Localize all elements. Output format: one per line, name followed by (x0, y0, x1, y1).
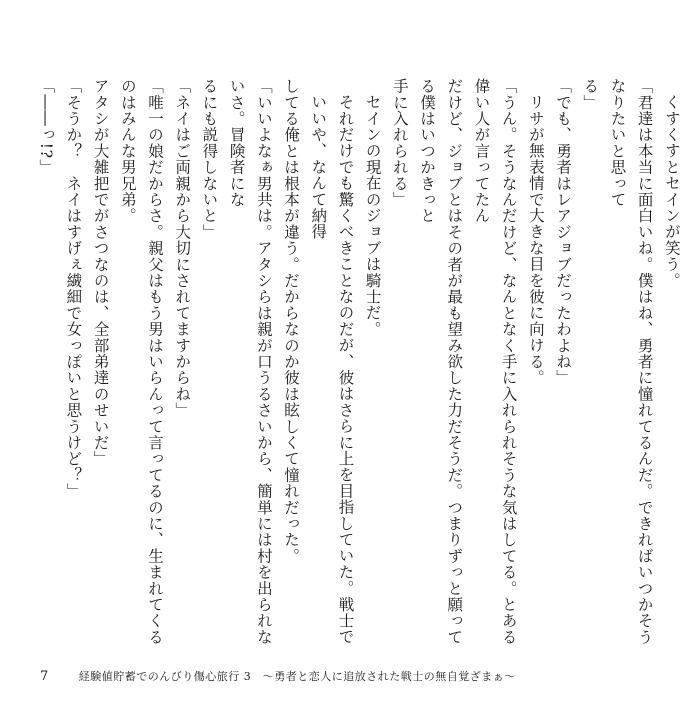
text-line: してる俺とは根本が違う。だからなのか彼は眩しくて憧れだった。 (282, 78, 301, 564)
text-line: 「でも、勇者はレアジョブだったわよね」 (554, 78, 573, 386)
text-line: 「そうか？ ネイはすげぇ繊細で女っぽいと思うけど？」 (64, 78, 83, 500)
text-line: 「ネイはご両親から大切にされてますからね」 (173, 78, 192, 419)
vertical-body-text (32, 78, 685, 658)
page-footer (40, 667, 516, 685)
text-line: 「君達は本当に面白いね。僕はね、勇者に憧れてるんだ。できればいつかそうなりたいと思って (608, 78, 654, 645)
text-line: 「いいよなぁ男共は。アタシらは親が口うるさいから、簡単には村を出られないさ。冒険者にな (227, 78, 273, 645)
text-line: 手に入れられる」 (390, 78, 409, 208)
text-line: アタシが大雑把でがさつなのは、全部弟達のせいだ」 (91, 78, 110, 467)
page-number: 7 (40, 668, 49, 684)
body-text-area (32, 78, 681, 658)
text-line: セインの現在のジョブは騎士だ。 (363, 93, 382, 337)
text-line: それだけでも驚くべきことなのだが、彼はさらに上を目指していた。戦士でいいや、なんて納得 (309, 93, 355, 645)
text-line: リサが無表情で大きな目を彼に向ける。 (526, 93, 545, 386)
text-line: 「うん。そうなんだけど、なんとなく手に入れられそうな気はしてる。とある偉い人が言ってたん (472, 78, 518, 645)
text-line: 「――っ!?」 (37, 78, 56, 175)
text-line: だけど、ジョブとはその者が最も望み欲した力だそうだ。つまりずっと願ってる僕はいつかきっと (418, 78, 464, 645)
running-title: 経験値貯蓄でのんびり傷心旅行 3 ～勇者と恋人に追放された戦士の無自覚ざまぁ～ (78, 670, 516, 683)
text-line: くすくすとセインが笑う。 (662, 93, 681, 288)
text-line: 「唯一の娘だからさ。親父はもう男はいらんって言ってるのに、生まれてくるのはみんな男兄弟。 (118, 78, 165, 645)
text-line: るにも説得しないと」 (200, 78, 219, 240)
text-line: る」 (581, 78, 600, 111)
